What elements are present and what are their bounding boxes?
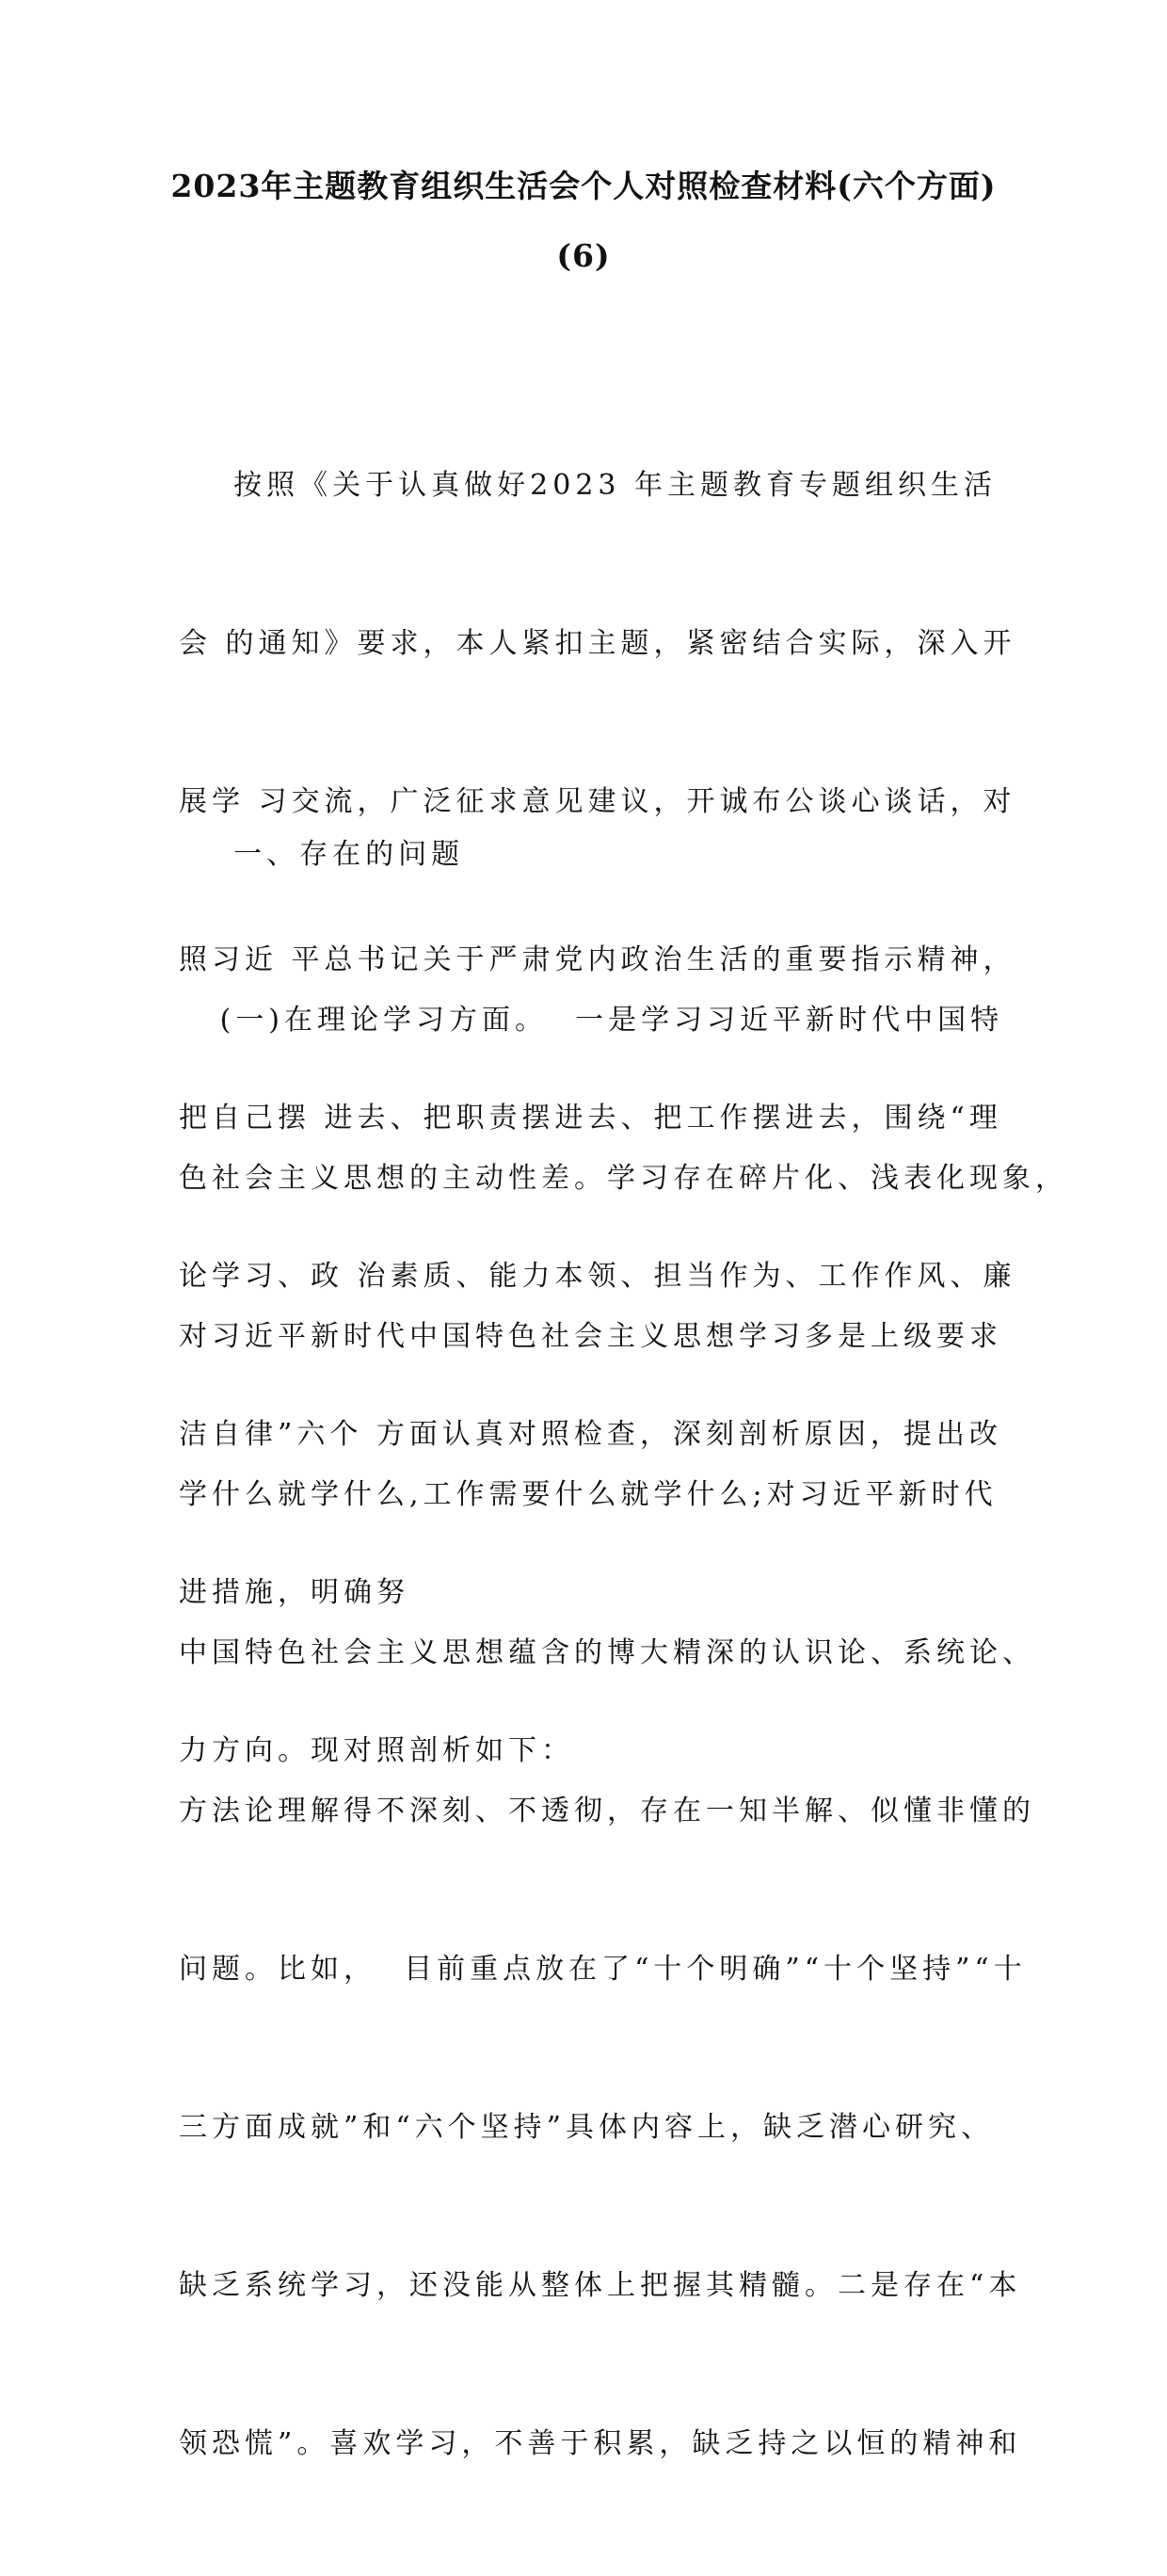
section-heading: 一、存在的问题 xyxy=(179,838,465,871)
paragraph-line: 洁自律”六个 方面认真对照检查，深刻剖析原因，提出改 xyxy=(179,1418,1002,1451)
paragraph-line: 方法论理解得不深刻、不透彻，存在一知半解、似懂非懂的 xyxy=(179,1795,1035,1827)
paragraph-line: 照习近 平总书记关于严肃党内政治生活的重要指示精神， xyxy=(179,943,1016,976)
paragraph-line: 会 的通知》要求，本人紧扣主题，紧密结合实际，深入开 xyxy=(179,627,1016,660)
paragraph-line: 缺乏系统学习，还没能从整体上把握其精髓。二是存在“本 xyxy=(179,2269,1022,2302)
document-title: 2023年主题教育组织生活会个人对照检查材料(六个方面) xyxy=(170,168,997,204)
section-paragraph xyxy=(179,889,1068,2576)
paragraph-line: 力方向。现对照剖析如下： xyxy=(179,1734,574,1767)
paragraph-line: 三方面成就”和“六个坚持”具体内容上，缺乏潜心研究、 xyxy=(179,2111,995,2144)
paragraph-line: 按照《关于认真做好2023 年主题教育专题组织生活 xyxy=(179,469,998,502)
paragraph-line: 领恐慌”。喜欢学习，不善于积累，缺乏持之以恒的精神和 xyxy=(179,2427,1022,2460)
paragraph-line: (一)在理论学习方面。 一是学习习近平新时代中国特 xyxy=(179,1004,1004,1037)
paragraph-line: 问题。比如， 目前重点放在了“十个明确”“十个坚持”“十 xyxy=(179,1953,1027,1986)
paragraph-line: 论学习、政 治素质、能力本领、担当作为、工作作风、廉 xyxy=(179,1260,1016,1293)
paragraph-line: 中国特色社会主义思想蕴含的博大精深的认识论、系统论、 xyxy=(179,1636,1035,1669)
paragraph-line: 展学 习交流，广泛征求意见建议，开诚布公谈心谈话，对 xyxy=(179,785,1016,818)
paragraph-line: 学什么就学什么,工作需要什么就学什么;对习近平新时代 xyxy=(179,1478,998,1511)
document-title-number: (6) xyxy=(556,237,611,274)
paragraph-line: 对习近平新时代中国特色社会主义思想学习多是上级要求 xyxy=(179,1320,1002,1353)
paragraph-line: 进措施，明确努 xyxy=(179,1576,409,1609)
paragraph-line: 色社会主义思想的主动性差。学习存在碎片化、浅表化现象， xyxy=(179,1162,1068,1195)
paragraph-line: 把自己摆 进去、把职责摆进去、把工作摆进去，围绕“理 xyxy=(179,1102,1002,1135)
